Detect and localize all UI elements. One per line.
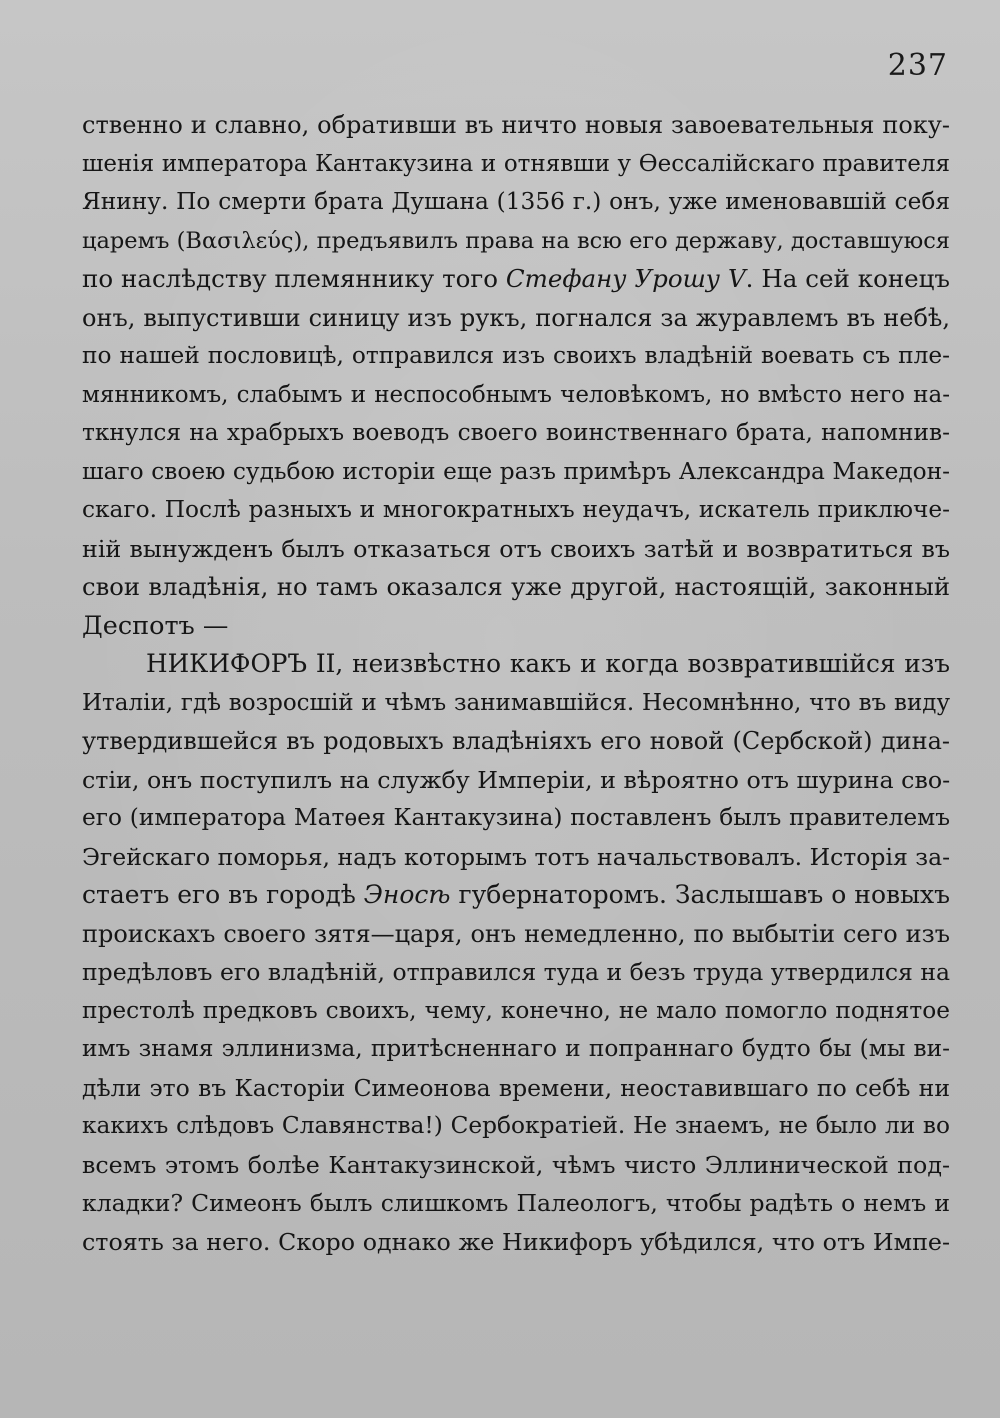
body-text xyxy=(82,106,950,1261)
text-run: стаетъ его въ городѣ xyxy=(82,880,364,909)
text-line xyxy=(82,1030,950,1069)
text-line xyxy=(82,1146,950,1185)
italic-text: Эносѣ xyxy=(363,880,451,909)
text-line xyxy=(82,376,950,415)
text-line xyxy=(82,260,950,299)
text-run: по наслѣдству племяннику того xyxy=(82,264,506,293)
text-run: губернаторомъ. Заслышавъ о новыхъ xyxy=(450,880,950,909)
text-run: . На сей конецъ xyxy=(745,264,950,293)
text-run: стіи, онъ поступилъ на службу Имперіи, и вѣроятно отъ шурина сво- xyxy=(82,765,950,794)
text-run: Эгейскаго поморья, надъ которымъ тотъ начальствовалъ. Исторія за- xyxy=(82,842,950,871)
text-run: царемъ (Βασιλεύς), предъявилъ права на всю его державу, доставшуюся xyxy=(82,227,950,254)
text-run: какихъ слѣдовъ Славянства!) Сербократіей. Не знаемъ, не было ли во xyxy=(82,1112,950,1139)
text-line xyxy=(82,222,950,261)
text-line xyxy=(82,1184,950,1223)
text-run: Деспотъ — xyxy=(82,610,229,641)
text-run: свои владѣнія, но тамъ оказался уже другой, настоящій, законный xyxy=(82,572,950,601)
text-run: престолѣ предковъ своихъ, чему, конечно, не мало помогло поднятое xyxy=(82,996,950,1024)
text-run: Янину. По смерти брата Душана (1356 г.) онъ, уже именовавшій себя xyxy=(82,188,950,215)
text-line xyxy=(82,684,950,723)
italic-text: Стефану Урошу V xyxy=(505,264,746,293)
text-line xyxy=(82,453,950,492)
text-line xyxy=(82,915,950,954)
text-line xyxy=(82,568,950,607)
text-line xyxy=(82,1223,950,1262)
text-run: скаго. Послѣ разныхъ и многократныхъ неудачъ, искатель приключе- xyxy=(82,496,950,523)
text-line xyxy=(82,722,950,761)
text-run: кладки? Симеонъ былъ слишкомъ Палеологъ, чтобы радѣть о немъ и xyxy=(82,1189,950,1217)
text-run: имъ знамя эллинизма, притѣсненнаго и попраннаго будто бы (мы ви- xyxy=(82,1035,950,1062)
page-number: 237 xyxy=(887,48,948,83)
text-run: дѣли это въ Касторіи Симеонова времени, неоставившаго по себѣ ни xyxy=(82,1073,950,1102)
text-run: утвердившейся въ родовыхъ владѣніяхъ его новой (Сербской) дина- xyxy=(82,727,950,755)
text-line xyxy=(82,876,950,915)
text-run: НИКИФОРЪ II, неизвѣстно какъ и когда возвратившійся изъ xyxy=(146,649,950,678)
text-line xyxy=(82,530,950,569)
text-run: его (императора Матѳея Кантакузина) поставленъ былъ правителемъ xyxy=(82,804,950,831)
text-line xyxy=(82,337,950,376)
text-line xyxy=(82,799,950,838)
text-run: предѣловъ его владѣній, отправился туда и безъ труда утвердился на xyxy=(82,958,950,986)
text-run: мянникомъ, слабымъ и неспособнымъ человѣкомъ, но вмѣсто него на- xyxy=(82,381,950,408)
text-run: проискахъ своего зятя—царя, онъ немедленно, по выбытіи сего изъ xyxy=(82,919,950,948)
text-line xyxy=(82,183,950,222)
text-line xyxy=(82,1069,950,1108)
text-run: по нашей пословицѣ, отправился изъ своихъ владѣній воевать съ пле- xyxy=(82,342,950,369)
text-run: ній вынужденъ былъ отказаться отъ своихъ затѣй и возвратиться въ xyxy=(82,534,950,563)
text-line xyxy=(82,645,950,684)
text-run: всемъ этомъ болѣе Кантакузинской, чѣмъ чисто Эллинической под- xyxy=(82,1150,950,1179)
text-run: ткнулся на храбрыхъ воеводъ своего воинственнаго брата, напомнив- xyxy=(82,419,950,446)
text-line xyxy=(82,838,950,877)
text-line xyxy=(82,299,950,338)
text-run: ственно и славно, обративши въ ничто новыя завоевательныя поку- xyxy=(82,111,950,139)
text-line xyxy=(82,761,950,800)
text-run: онъ, выпустивши синицу изъ рукъ, погнался за журавлемъ въ небѣ, xyxy=(82,303,950,332)
text-line xyxy=(82,106,950,145)
text-line xyxy=(82,953,950,992)
text-run: шенія императора Кантакузина и отнявши у Ѳессалійскаго правителя xyxy=(82,150,950,177)
text-line xyxy=(82,1107,950,1146)
text-run: стоять за него. Скоро однако же Никифоръ убѣдился, что отъ Импе- xyxy=(82,1227,950,1256)
text-line xyxy=(82,414,950,453)
text-run: шаго своею судьбою исторіи еще разъ примѣръ Александра Македон- xyxy=(82,457,950,485)
text-line xyxy=(82,491,950,530)
text-line xyxy=(82,607,950,646)
text-run: Италіи, гдѣ возросшій и чѣмъ занимавшійся. Несомнѣнно, что въ виду xyxy=(82,689,950,716)
text-line xyxy=(82,992,950,1031)
text-line xyxy=(82,145,950,184)
